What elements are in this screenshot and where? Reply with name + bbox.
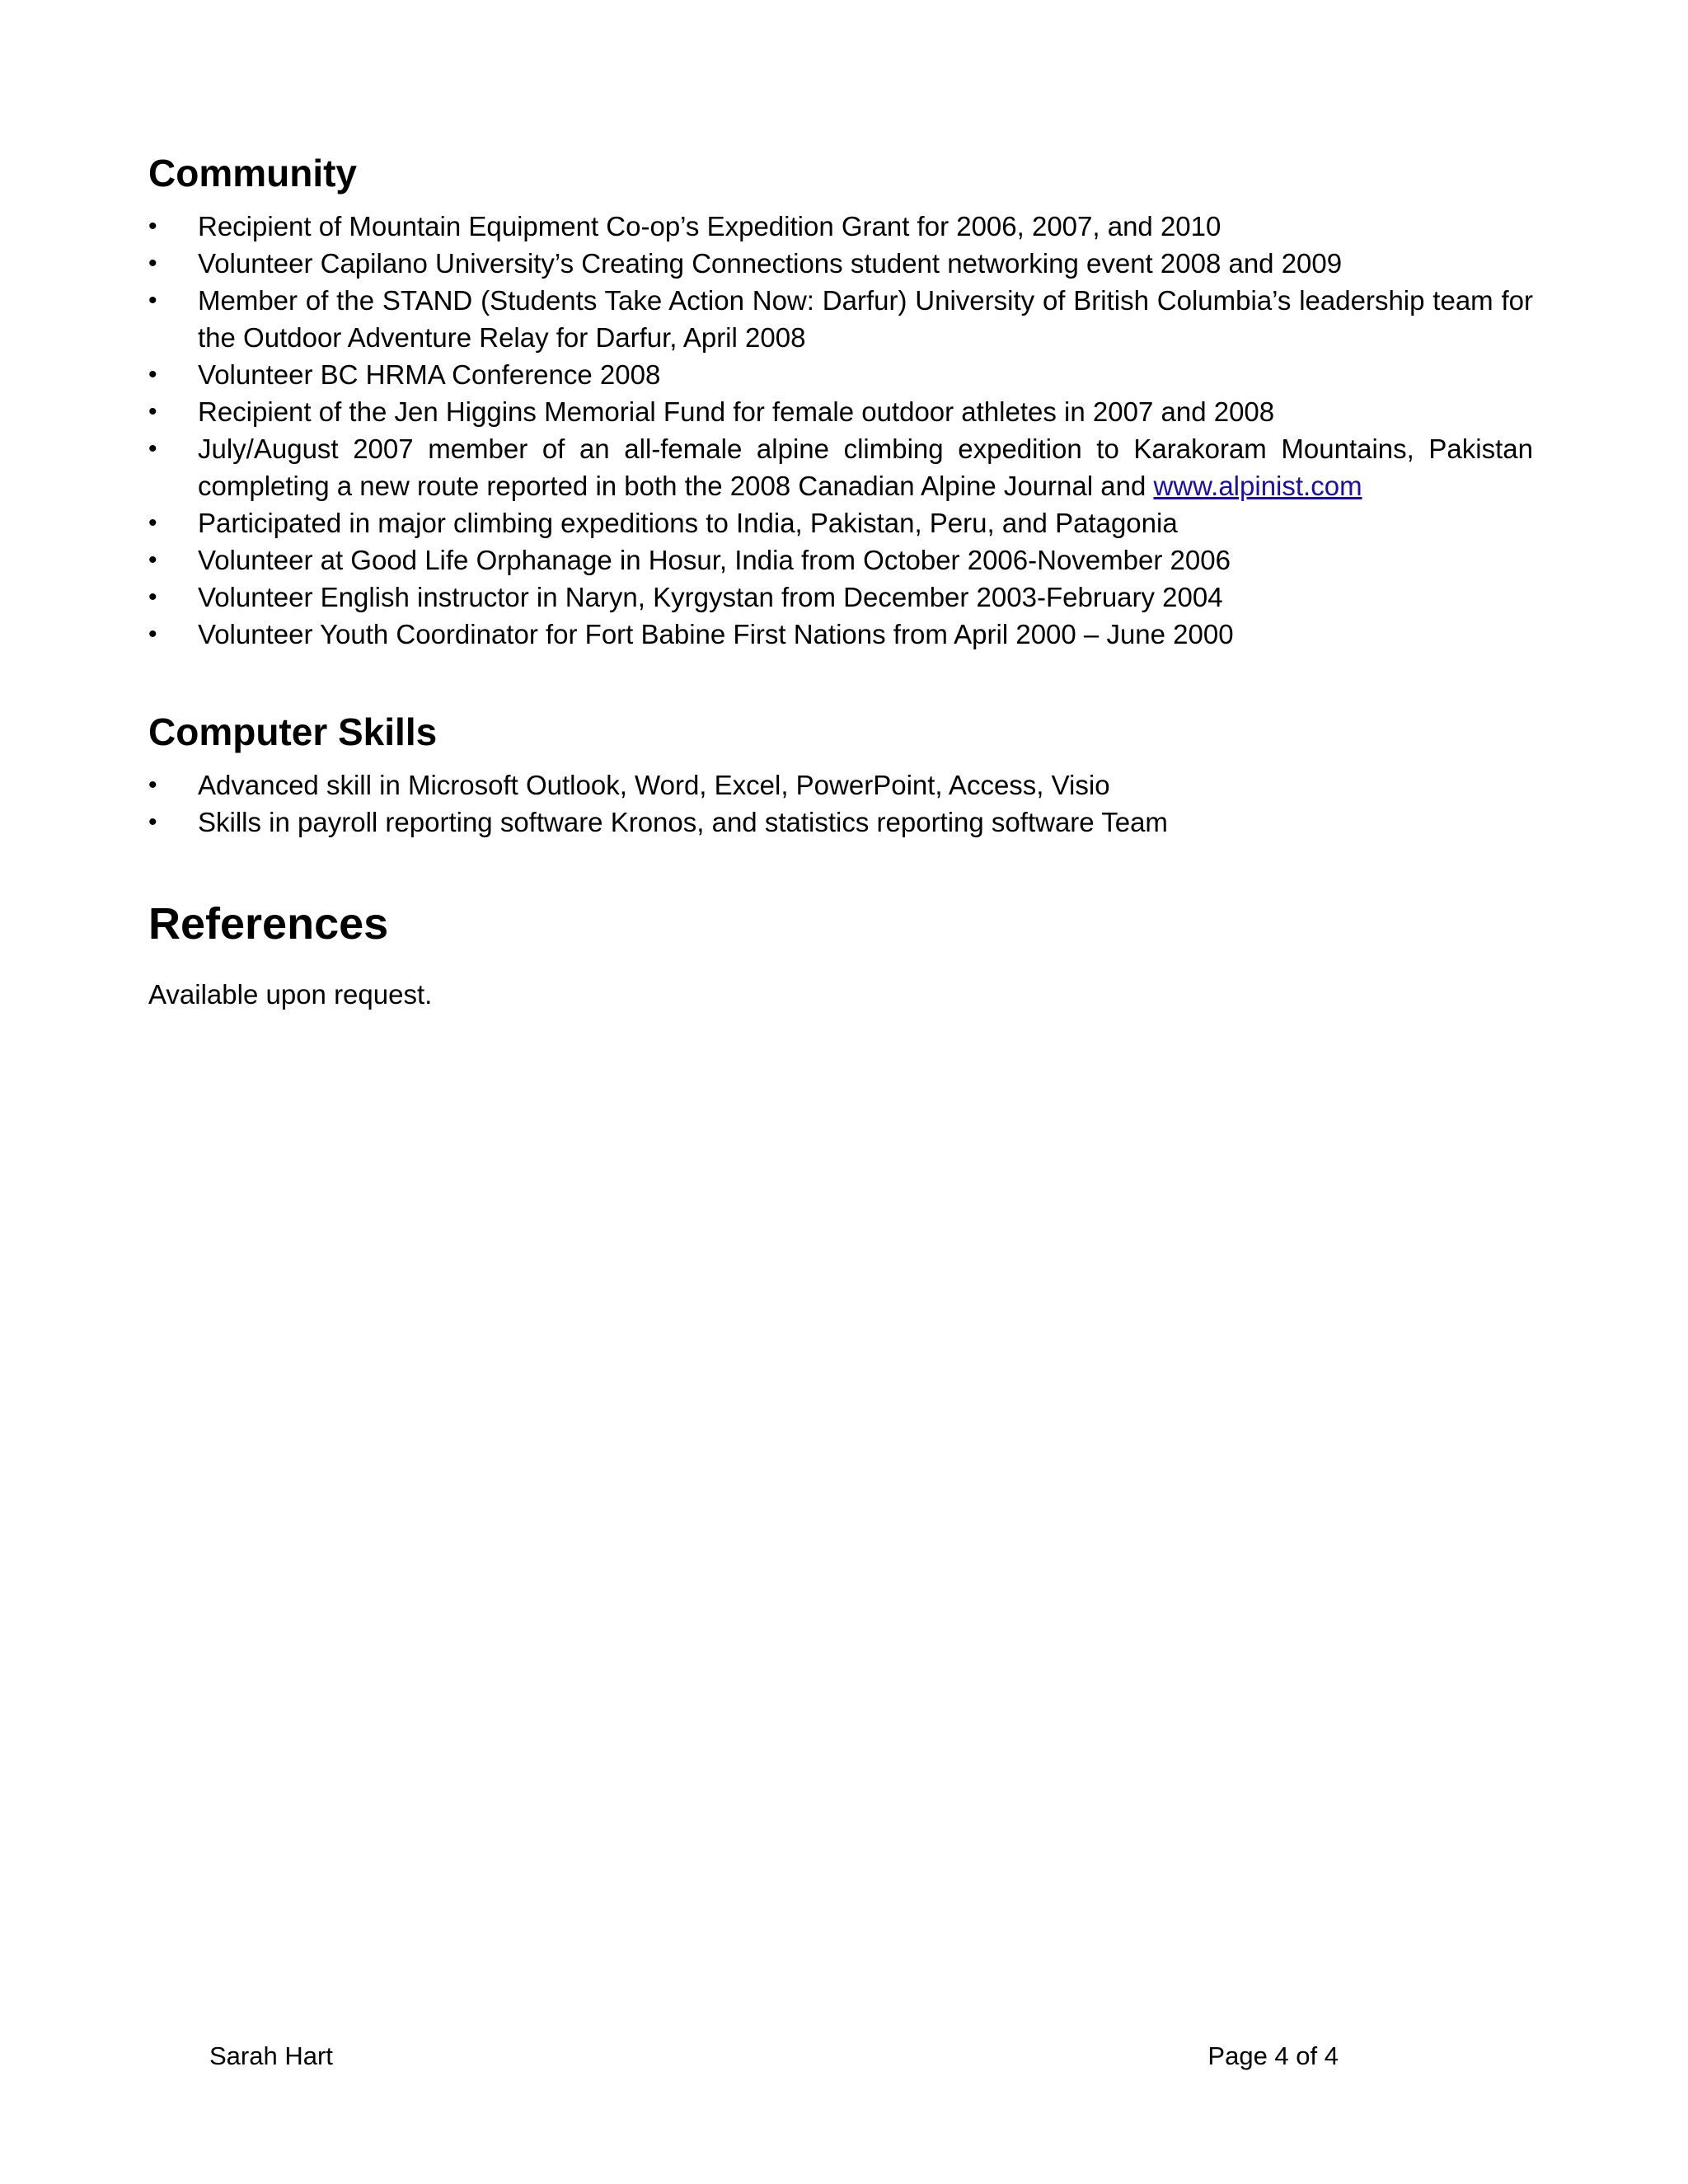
community-section [148,148,1533,653]
alpinist-link[interactable]: www.alpinist.com [1153,471,1362,501]
bullet-icon: • [148,621,157,648]
bullet-icon: • [148,435,157,462]
list-item [148,766,1533,804]
list-item-text: Skills in payroll reporting software Kronos, and statistics reporting software Team [198,807,1168,837]
list-item [148,208,1533,245]
community-list [148,208,1533,653]
list-item [148,245,1533,282]
page-content [148,148,1533,1067]
bullet-icon: • [148,398,157,425]
list-item [148,356,1533,393]
computer-skills-section [148,707,1533,841]
bullet-icon: • [148,808,157,836]
list-item-text: Volunteer BC HRMA Conference 2008 [198,359,661,390]
list-item-text: Recipient of Mountain Equipment Co-op’s Expedition Grant for 2006, 2007, and 2010 [198,211,1221,241]
list-item-text: July/August 2007 member of an all-female alpine climbing expedition to Karakoram Mountains, Pakistan completing a new route reported in both the 2008 Canadian Alpine Journal and [198,434,1533,501]
bullet-icon: • [148,361,157,388]
list-item [148,579,1533,616]
list-item-text: Advanced skill in Microsoft Outlook, Word, Excel, PowerPoint, Access, Visio [198,770,1110,800]
bullet-icon: • [148,583,157,611]
list-item [148,504,1533,541]
computer-skills-heading: Computer Skills [148,710,438,753]
list-item-text: Member of the STAND (Students Take Action Now: Darfur) University of British Columbia’s leadership team for the Outdoor Adventure Relay for Darfur, April 2008 [198,285,1533,353]
list-item [148,616,1533,653]
references-heading: References [148,899,389,949]
community-heading: Community [148,152,357,194]
list-item-text: Volunteer at Good Life Orphanage in Hosur, India from October 2006-November 2006 [198,545,1231,575]
page-footer [209,2040,1339,2073]
list-item [148,541,1533,579]
list-item-text: Participated in major climbing expeditions to India, Pakistan, Peru, and Patagonia [198,508,1178,538]
list-item [148,282,1533,356]
bullet-icon: • [148,250,157,277]
list-item-text: Volunteer Capilano University’s Creating Connections student networking event 2008 and 2009 [198,248,1343,279]
references-section [148,895,1533,1013]
bullet-icon: • [148,287,157,314]
computer-skills-list [148,766,1533,841]
list-item-text: Volunteer Youth Coordinator for Fort Babine First Nations from April 2000 – June 2000 [198,619,1234,649]
list-item [148,393,1533,430]
list-item-text: Recipient of the Jen Higgins Memorial Fund for female outdoor athletes in 2007 and 2008 [198,396,1275,427]
list-item-text: Volunteer English instructor in Naryn, Kyrgystan from December 2003-February 2004 [198,582,1223,612]
bullet-icon: • [148,771,157,799]
list-item [148,430,1533,504]
footer-page-number: Page 4 of 4 [1207,2041,1339,2070]
bullet-icon: • [148,213,157,240]
bullet-icon: • [148,509,157,537]
list-item [148,804,1533,841]
references-text: Available upon request. [148,979,433,1010]
footer-author-name: Sarah Hart [209,2041,333,2070]
bullet-icon: • [148,546,157,574]
